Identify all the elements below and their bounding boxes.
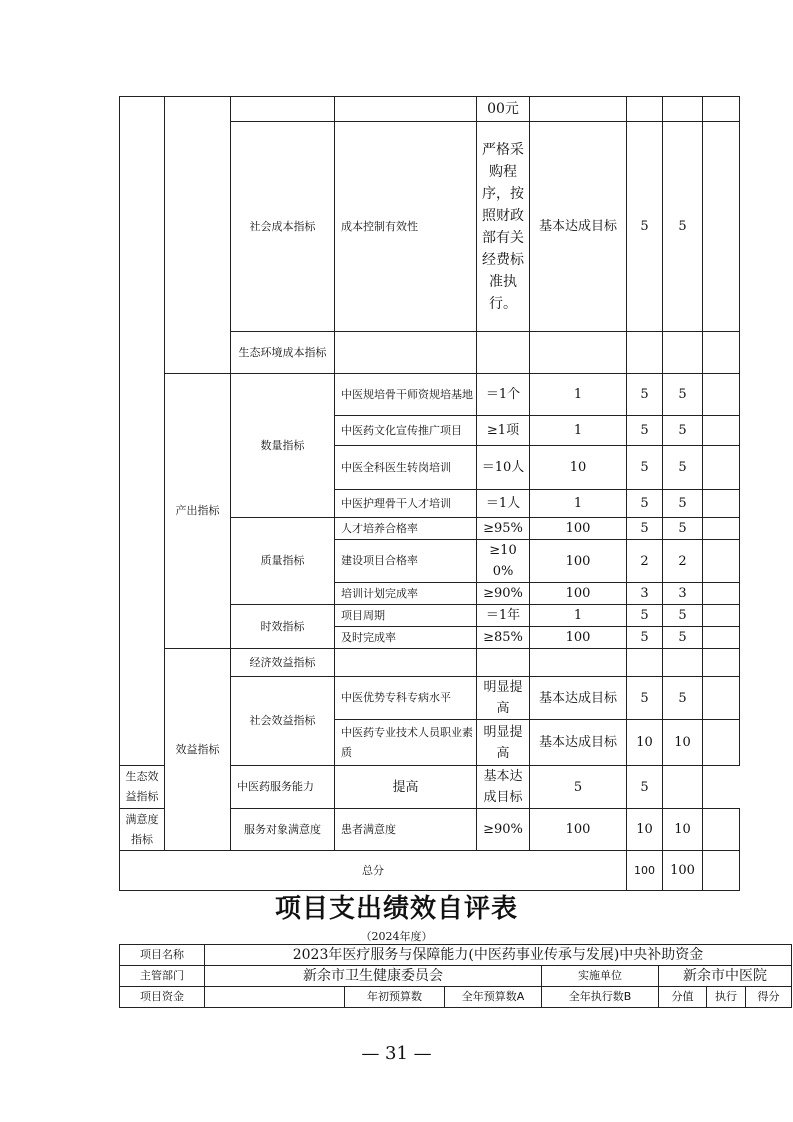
got-cell: 5 xyxy=(663,374,703,416)
dept-value: 新余市卫生健康委员会 xyxy=(205,966,542,987)
tertiary-indicator: 中医药专业技术人员职业素质 xyxy=(335,720,477,766)
tertiary-indicator: 中医全科医生转岗培训 xyxy=(335,446,477,490)
performance-indicator-table xyxy=(119,96,740,891)
tertiary-indicator: 人才培养合格率 xyxy=(335,518,477,540)
total-got: 100 xyxy=(663,851,703,891)
score-cell: 5 xyxy=(627,490,663,518)
primary-indicator: 满意度指标 xyxy=(120,809,165,851)
target-cell: ≥90% xyxy=(477,583,530,605)
target-cell: ＝1个 xyxy=(477,374,530,416)
actual-cell: 基本达成目标 xyxy=(530,122,627,332)
target-cell: 明显提高 xyxy=(477,720,530,766)
secondary-indicator: 生态效益指标 xyxy=(120,766,165,809)
target-cell: ≥100% xyxy=(477,540,530,583)
primary-indicator: 效益指标 xyxy=(165,649,231,851)
total-label: 总分 xyxy=(120,851,627,891)
tertiary-indicator: 培训计划完成率 xyxy=(335,583,477,605)
target-cell: ＝1人 xyxy=(477,490,530,518)
tertiary-indicator: 中医护理骨干人才培训 xyxy=(335,490,477,518)
secondary-indicator: 经济效益指标 xyxy=(231,649,335,677)
header-score: 分值 xyxy=(659,987,707,1008)
target-cell: ≥85% xyxy=(477,627,530,649)
tertiary-indicator: 及时完成率 xyxy=(335,627,477,649)
tertiary-indicator: 中医药服务能力 xyxy=(231,766,335,809)
actual-cell: 10 xyxy=(530,446,627,490)
got-cell: 5 xyxy=(663,416,703,446)
self-evaluation-form xyxy=(119,944,792,1008)
score-cell: 2 xyxy=(627,540,663,583)
target-cell: ≥1项 xyxy=(477,416,530,446)
actual-cell: 基本达成目标 xyxy=(530,677,627,720)
actual-cell: 100 xyxy=(530,627,627,649)
tertiary-indicator: 中医规培骨干师资规培基地 xyxy=(335,374,477,416)
project-name-label: 项目名称 xyxy=(120,945,205,966)
score-cell: 5 xyxy=(627,605,663,627)
header-initial-budget: 年初预算数 xyxy=(345,987,445,1008)
tertiary-indicator: 成本控制有效性 xyxy=(335,122,477,332)
project-name: 2023年医疗服务与保障能力(中医药事业传承与发展)中央补助资金 xyxy=(205,945,792,966)
total-score: 100 xyxy=(627,851,663,891)
indicator-spacer-cell xyxy=(165,97,231,374)
score-cell: 10 xyxy=(627,720,663,766)
actual-cell: 100 xyxy=(530,518,627,540)
header-got: 得分 xyxy=(746,987,792,1008)
target-cell: ＝10人 xyxy=(477,446,530,490)
got-cell: 3 xyxy=(663,583,703,605)
score-cell: 5 xyxy=(530,766,627,809)
target-cell: 提高 xyxy=(335,766,477,809)
got-cell: 2 xyxy=(663,540,703,583)
got-cell: 5 xyxy=(663,627,703,649)
got-cell: 5 xyxy=(663,518,703,540)
page-number: — 31 — xyxy=(361,1043,432,1064)
got-cell: 5 xyxy=(663,677,703,720)
got-cell: 5 xyxy=(663,490,703,518)
target-cell: 严格采购程序，按照财政部有关经费标准执行。 xyxy=(477,122,530,332)
score-cell: 5 xyxy=(627,374,663,416)
target-cell: 明显提高 xyxy=(477,677,530,720)
actual-cell: 100 xyxy=(530,540,627,583)
secondary-indicator: 时效指标 xyxy=(231,605,335,649)
impl-value: 新余市中医院 xyxy=(659,966,792,987)
form-year: （2024年度） xyxy=(360,930,433,943)
actual-cell: 1 xyxy=(530,605,627,627)
tertiary-indicator: 中医药文化宣传推广项目 xyxy=(335,416,477,446)
secondary-indicator: 生态环境成本指标 xyxy=(231,332,335,374)
form-title: 项目支出绩效自评表 xyxy=(274,894,518,924)
got-cell: 5 xyxy=(663,446,703,490)
actual-cell: 基本达成目标 xyxy=(530,720,627,766)
actual-cell: 1 xyxy=(530,374,627,416)
got-cell: 5 xyxy=(627,766,663,809)
got-cell: 10 xyxy=(663,720,703,766)
tertiary-indicator: 建设项目合格率 xyxy=(335,540,477,583)
secondary-indicator: 数量指标 xyxy=(231,374,335,518)
score-cell: 10 xyxy=(627,809,663,851)
target-cell: 00元 xyxy=(477,97,530,122)
target-cell: ≥90% xyxy=(477,809,530,851)
score-cell: 5 xyxy=(627,627,663,649)
score-cell: 5 xyxy=(627,518,663,540)
header-execution: 执行 xyxy=(707,987,746,1008)
actual-cell: 100 xyxy=(530,809,627,851)
score-cell: 5 xyxy=(627,677,663,720)
score-cell: 3 xyxy=(627,583,663,605)
secondary-indicator: 社会效益指标 xyxy=(231,677,335,766)
header-annual-budget: 全年预算数A xyxy=(445,987,542,1008)
actual-cell: 1 xyxy=(530,490,627,518)
dept-label: 主管部门 xyxy=(120,966,205,987)
got-cell: 10 xyxy=(663,809,703,851)
tertiary-indicator: 中医优势专科专病水平 xyxy=(335,677,477,720)
score-cell: 5 xyxy=(627,122,663,332)
score-cell: 5 xyxy=(627,416,663,446)
secondary-indicator: 社会成本指标 xyxy=(231,122,335,332)
indicator-spacer-cell xyxy=(120,97,165,766)
actual-cell: 基本达成目标 xyxy=(477,766,530,809)
secondary-indicator: 质量指标 xyxy=(231,518,335,605)
got-cell: 5 xyxy=(663,605,703,627)
actual-cell: 100 xyxy=(530,583,627,605)
secondary-indicator: 服务对象满意度 xyxy=(231,809,335,851)
header-annual-executed: 全年执行数B xyxy=(542,987,659,1008)
got-cell: 5 xyxy=(663,122,703,332)
primary-indicator: 产出指标 xyxy=(165,374,231,649)
actual-cell: 1 xyxy=(530,416,627,446)
tertiary-indicator: 项目周期 xyxy=(335,605,477,627)
target-cell: ≥95% xyxy=(477,518,530,540)
tertiary-indicator: 患者满意度 xyxy=(335,809,477,851)
score-cell: 5 xyxy=(627,446,663,490)
target-cell: ＝1年 xyxy=(477,605,530,627)
fund-label: 项目资金 xyxy=(120,987,205,1008)
impl-label: 实施单位 xyxy=(542,966,659,987)
